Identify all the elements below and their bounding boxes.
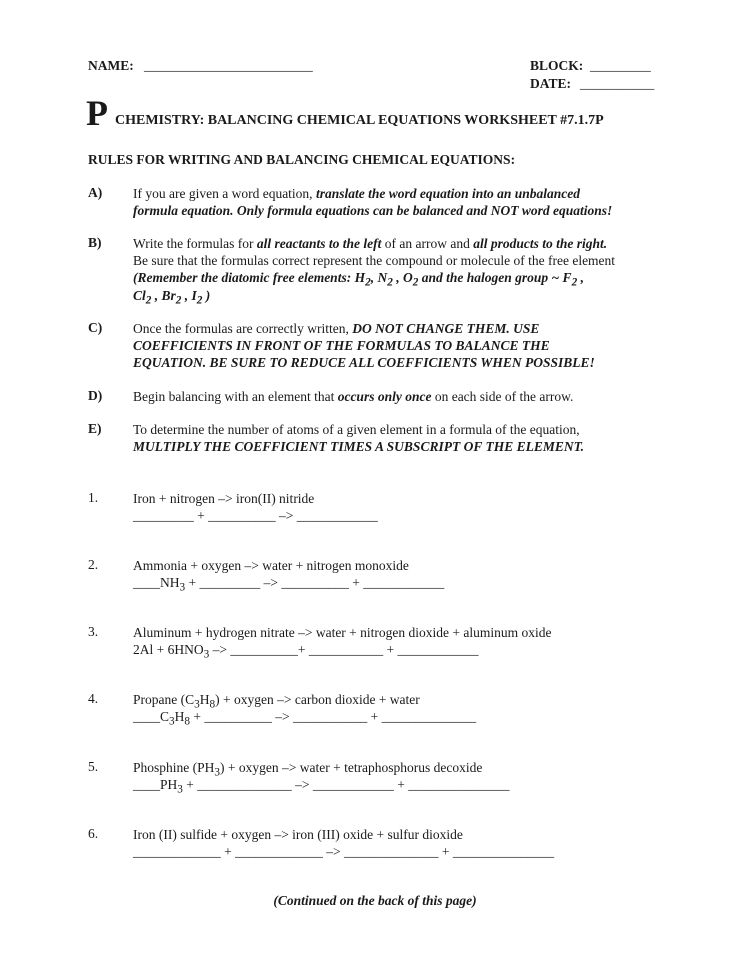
problem-2-formula[interactable]: $\_\_\_\_NH_3$ + _________ –> __________ + ____________ [133, 575, 445, 594]
rule-c-line2: COEFFICIENTS IN FRONT OF THE FORMULAS TO BALANCE THE [133, 338, 550, 353]
rule-d-line1: Begin balancing with an element that occurs only once on each side of the arrow. [133, 389, 574, 404]
name-field[interactable]: _________________________ [144, 58, 313, 73]
problem-4-words: Propane $(C_3H_8)$ + oxygen –> carbon dioxide + water [133, 692, 420, 711]
date-label: DATE: [530, 76, 572, 91]
problem-number: 2. [88, 557, 99, 572]
rule-b-line3: (Remember the diatomic free elements: $H_2$, $N_2$ , $O_2$ and the halogen group ~ $F_2$ , [133, 270, 584, 289]
rule-c-label: C) [88, 320, 103, 335]
page-title: CHEMISTRY: BALANCING CHEMICAL EQUATIONS WORKSHEET #7.1.7P [115, 113, 604, 128]
problem-2-words: Ammonia + oxygen –> water + nitrogen monoxide [133, 558, 409, 573]
problem-number: 5. [88, 759, 99, 774]
rule-b-line2: Be sure that the formulas correct represent the compound or molecule of the free element [133, 253, 616, 268]
date-field[interactable]: ___________ [580, 76, 655, 91]
rule-e-label: E) [88, 421, 102, 436]
block-label: BLOCK: [530, 58, 584, 73]
problem-number: 1. [88, 490, 99, 505]
problem-5-formula[interactable]: $\_\_\_\_PH_3$ + ______________ –> ____________ + _______________ [133, 777, 510, 796]
rule-b-label: B) [88, 235, 102, 250]
rule-e-line2: MULTIPLY THE COEFFICIENT TIMES A SUBSCRIPT OF THE ELEMENT. [133, 439, 584, 454]
rule-a-label: A) [88, 185, 103, 200]
rule-d-label: D) [88, 388, 103, 403]
problem-1-words: Iron + nitrogen –> iron(II) nitride [133, 491, 315, 506]
rules-heading: RULES FOR WRITING AND BALANCING CHEMICAL EQUATIONS: [88, 152, 516, 167]
rule-b-line1: Write the formulas for all reactants to the left of an arrow and all products to the right. [133, 236, 608, 251]
title-letter: P [86, 93, 108, 133]
problem-4-formula[interactable]: $\_\_\_\_C_3H_8$ + __________ –> ___________ + ______________ [133, 709, 477, 728]
block-field[interactable]: _________ [590, 58, 651, 73]
problem-3-words: Aluminum + hydrogen nitrate –> water + nitrogen dioxide + aluminum oxide [133, 625, 552, 640]
problem-6-words: Iron (II) sulfide + oxygen –> iron (III) oxide + sulfur dioxide [133, 827, 463, 842]
footer-note: (Continued on the back of this page) [273, 893, 477, 908]
rule-a-line1: If you are given a word equation, translate the word equation into an unbalanced [133, 186, 580, 201]
problem-6-formula[interactable]: _____________ + _____________ –> ______________ + _______________ [133, 844, 555, 859]
rule-c-line3: EQUATION. BE SURE TO REDUCE ALL COEFFICIENTS WHEN POSSIBLE! [133, 355, 595, 370]
rule-a-line2: formula equation. Only formula equations can be balanced and NOT word equations! [133, 203, 613, 218]
problem-number: 3. [88, 624, 99, 639]
problem-1-formula[interactable]: _________ + __________ –> ____________ [133, 508, 378, 523]
rule-e-line1: To determine the number of atoms of a given element in a formula of the equation, [133, 422, 580, 437]
name-label: NAME: [88, 58, 134, 73]
rule-b-line4: $Cl_2$ , $Br_2$ , $I_2$ ) [133, 288, 211, 307]
problem-5-words: Phosphine $(PH_3)$ + oxygen –> water + tetraphosphorus decoxide [133, 760, 483, 779]
rule-c-line1: Once the formulas are correctly written, DO NOT CHANGE THEM. USE [133, 321, 540, 336]
problem-3-formula[interactable]: $2Al + 6HNO_3$ –> __________+ ___________ + ____________ [133, 642, 479, 661]
problem-number: 4. [88, 691, 99, 706]
problem-number: 6. [88, 826, 99, 841]
